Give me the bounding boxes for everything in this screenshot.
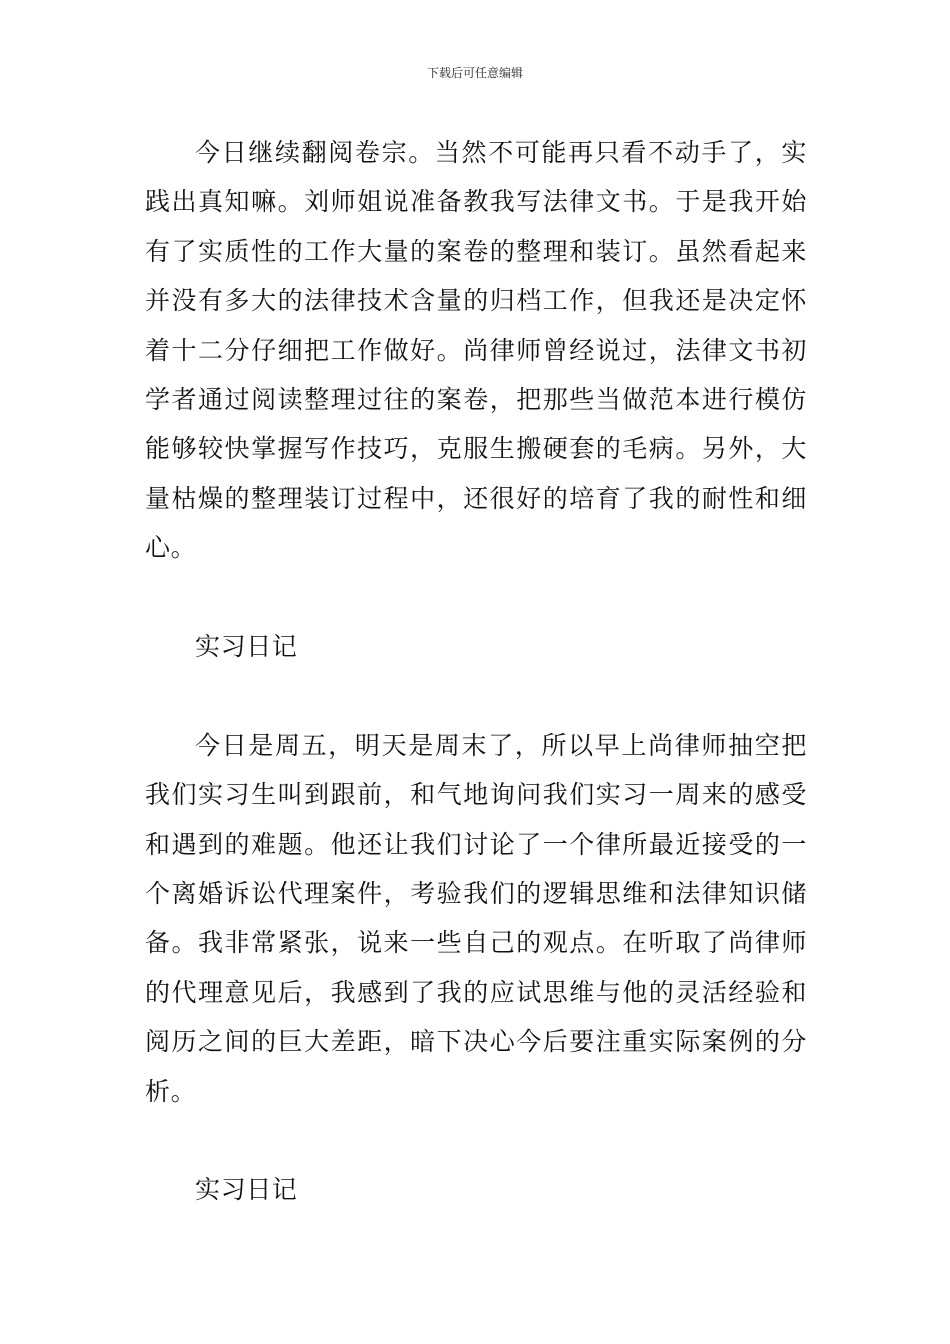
paragraph-gap <box>145 1116 807 1165</box>
paragraph-2: 今日是周五，明天是周末了，所以早上尚律师抽空把我们实习生叫到跟前，和气地询问我们实习一周来的感受和遇到的难题。他还让我们讨论了一个律所最近接受的一个离婚诉讼代理案件，考验我们的逻辑思维和法律知识储备。我非常紧张，说来一些自己的观点。在听取了尚律师的代理意见后，我感到了我的应试思维与他的灵活经验和阅历之间的巨大差距，暗下决心今后要注重实际案例的分析。 <box>145 730 807 1106</box>
document-body <box>145 128 807 1215</box>
section-heading-1: 实习日记 <box>195 632 298 662</box>
paragraph-gap <box>145 573 807 622</box>
section-heading-2: 实习日记 <box>195 1175 298 1205</box>
paragraph-1: 今日继续翻阅卷宗。当然不可能再只看不动手了，实践出真知嘛。刘师姐说准备教我写法律文书。于是我开始有了实质性的工作大量的案卷的整理和装订。虽然看起来并没有多大的法律技术含量的归档工作，但我还是决定怀着十二分仔细把工作做好。尚律师曾经说过，法律文书初学者通过阅读整理过往的案卷，把那些当做范本进行模仿能够较快掌握写作技巧，克服生搬硬套的毛病。另外，大量枯燥的整理装订过程中，还很好的培育了我的耐性和细心。 <box>145 138 807 563</box>
page-header: 下载后可任意编辑 <box>426 66 523 80</box>
paragraph-gap <box>145 671 807 720</box>
